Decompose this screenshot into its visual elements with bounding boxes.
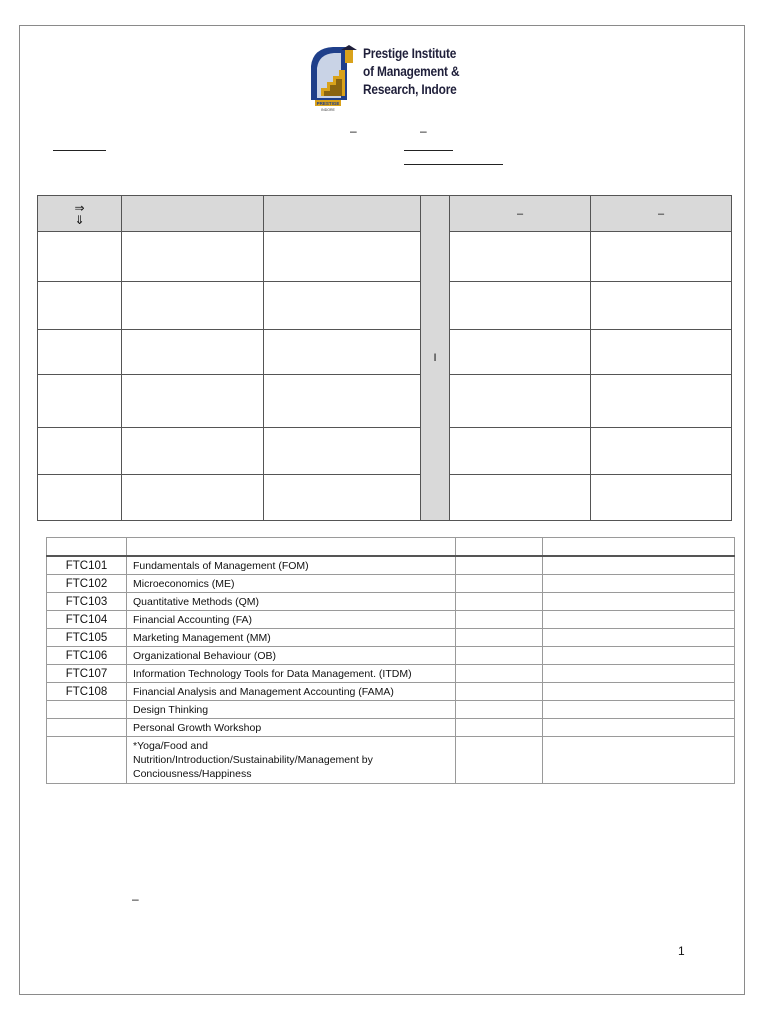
table-row [47, 665, 735, 683]
document-page [19, 25, 745, 995]
table-row [47, 701, 735, 719]
grid-cell [38, 428, 122, 475]
grid-cell [591, 330, 732, 375]
grid-row [38, 428, 732, 475]
blank-cell [456, 683, 543, 701]
course-code: FTC106 [47, 647, 127, 665]
course-name: Fundamentals of Management (FOM) [127, 556, 456, 575]
grid-cell [122, 428, 264, 475]
grid-cell [122, 475, 264, 521]
header-cell [456, 538, 543, 557]
grid-cell [591, 282, 732, 330]
course-name: Organizational Behaviour (OB) [127, 647, 456, 665]
grid-row [38, 475, 732, 521]
svg-text:INDORE: INDORE [321, 108, 335, 112]
grid-cell [591, 232, 732, 282]
header-cell [543, 538, 735, 557]
logo-text-line-2: of Management & [363, 64, 460, 79]
blank-line-right-long [404, 164, 503, 165]
grid-row [38, 232, 732, 282]
course-name: Quantitative Methods (QM) [127, 593, 456, 611]
course-name: Financial Accounting (FA) [127, 611, 456, 629]
grid-cell [264, 375, 421, 428]
course-table-header [47, 538, 735, 557]
blank-cell [456, 556, 543, 575]
grid-cell [38, 232, 122, 282]
blank-cell [456, 593, 543, 611]
grid-cell [264, 428, 421, 475]
grid-cell [450, 375, 591, 428]
header-dash: – [516, 207, 524, 220]
blank-cell [456, 737, 543, 784]
course-table [46, 537, 735, 784]
grid-row [38, 375, 732, 428]
blank-cell [543, 575, 735, 593]
svg-text:PRESTIGE: PRESTIGE [316, 101, 340, 106]
footer-dash: – [132, 892, 139, 906]
grid-row [38, 282, 732, 330]
grid-cell [450, 232, 591, 282]
logo-text-line-1: Prestige Institute [363, 46, 457, 61]
course-code: FTC107 [47, 665, 127, 683]
header-cell [47, 538, 127, 557]
table-row [47, 611, 735, 629]
blank-cell [543, 647, 735, 665]
course-code: FTC102 [47, 575, 127, 593]
course-code: FTC104 [47, 611, 127, 629]
course-code [47, 701, 127, 719]
grid-header-cell [450, 196, 591, 232]
grid-cell [264, 282, 421, 330]
grid-cell [591, 375, 732, 428]
table-row [47, 629, 735, 647]
course-code: FTC105 [47, 629, 127, 647]
page-number: 1 [678, 944, 685, 958]
grid-cell [264, 330, 421, 375]
course-code [47, 719, 127, 737]
table-row [47, 647, 735, 665]
blank-cell [543, 665, 735, 683]
blank-cell [543, 611, 735, 629]
grid-cell [264, 232, 421, 282]
grid-cell [591, 428, 732, 475]
grid-header-cell [591, 196, 732, 232]
blank-line-left [53, 150, 106, 151]
grid-cell [450, 330, 591, 375]
divider-mark: I [433, 352, 437, 364]
blank-cell [456, 701, 543, 719]
blank-cell [456, 665, 543, 683]
grid-divider-column [421, 196, 450, 521]
grid-cell [122, 282, 264, 330]
header-dash: – [657, 207, 665, 220]
table-row [47, 737, 735, 784]
blank-cell [456, 575, 543, 593]
course-name: Personal Growth Workshop [127, 719, 456, 737]
down-arrow-icon: ⇓ [74, 212, 85, 227]
grid-row [38, 330, 732, 375]
grid-cell [38, 282, 122, 330]
grid-header-cell [122, 196, 264, 232]
table-row [47, 575, 735, 593]
blank-cell [456, 719, 543, 737]
grid-cell [38, 330, 122, 375]
grid-cell [591, 475, 732, 521]
course-name: Microeconomics (ME) [127, 575, 456, 593]
course-name: Information Technology Tools for Data Management. (ITDM) [127, 665, 456, 683]
blank-cell [543, 737, 735, 784]
course-name: Design Thinking [127, 701, 456, 719]
course-code: FTC108 [47, 683, 127, 701]
course-name: *Yoga/Food and Nutrition/Introduction/Sustainability/Management by Conciousness/Happiness [127, 737, 456, 784]
grid-cell [450, 428, 591, 475]
blank-cell [543, 683, 735, 701]
course-code: FTC103 [47, 593, 127, 611]
grid-cell [450, 282, 591, 330]
institute-logo [307, 44, 477, 114]
grid-cell [38, 475, 122, 521]
grid-corner-cell [38, 196, 122, 232]
blank-cell [543, 556, 735, 575]
blank-cell [543, 629, 735, 647]
blank-cell [456, 611, 543, 629]
blank-cell [543, 593, 735, 611]
course-code [47, 737, 127, 784]
course-code: FTC101 [47, 556, 127, 575]
grid-cell [122, 232, 264, 282]
grid-cell [264, 475, 421, 521]
grid-header-cell [264, 196, 421, 232]
blank-cell [456, 629, 543, 647]
blank-cell [543, 701, 735, 719]
table-row [47, 593, 735, 611]
logo-emblem-icon [307, 44, 363, 114]
table-row [47, 556, 735, 575]
right-arrow-icon: ⇒ [74, 200, 85, 215]
form-dash: – [350, 124, 357, 138]
header-cell [127, 538, 456, 557]
blank-line-right [404, 150, 453, 151]
course-name: Marketing Management (MM) [127, 629, 456, 647]
logo-text-line-3: Research, Indore [363, 82, 457, 97]
grid-cell [122, 375, 264, 428]
grid-cell [122, 330, 264, 375]
table-row [47, 719, 735, 737]
form-dash: – [420, 124, 427, 138]
blank-cell [456, 647, 543, 665]
blank-cell [543, 719, 735, 737]
grid-cell [38, 375, 122, 428]
table-row [47, 683, 735, 701]
grid-header-row [38, 196, 732, 232]
course-name: Financial Analysis and Management Accounting (FAMA) [127, 683, 456, 701]
schedule-grid [37, 195, 732, 521]
grid-cell [450, 475, 591, 521]
